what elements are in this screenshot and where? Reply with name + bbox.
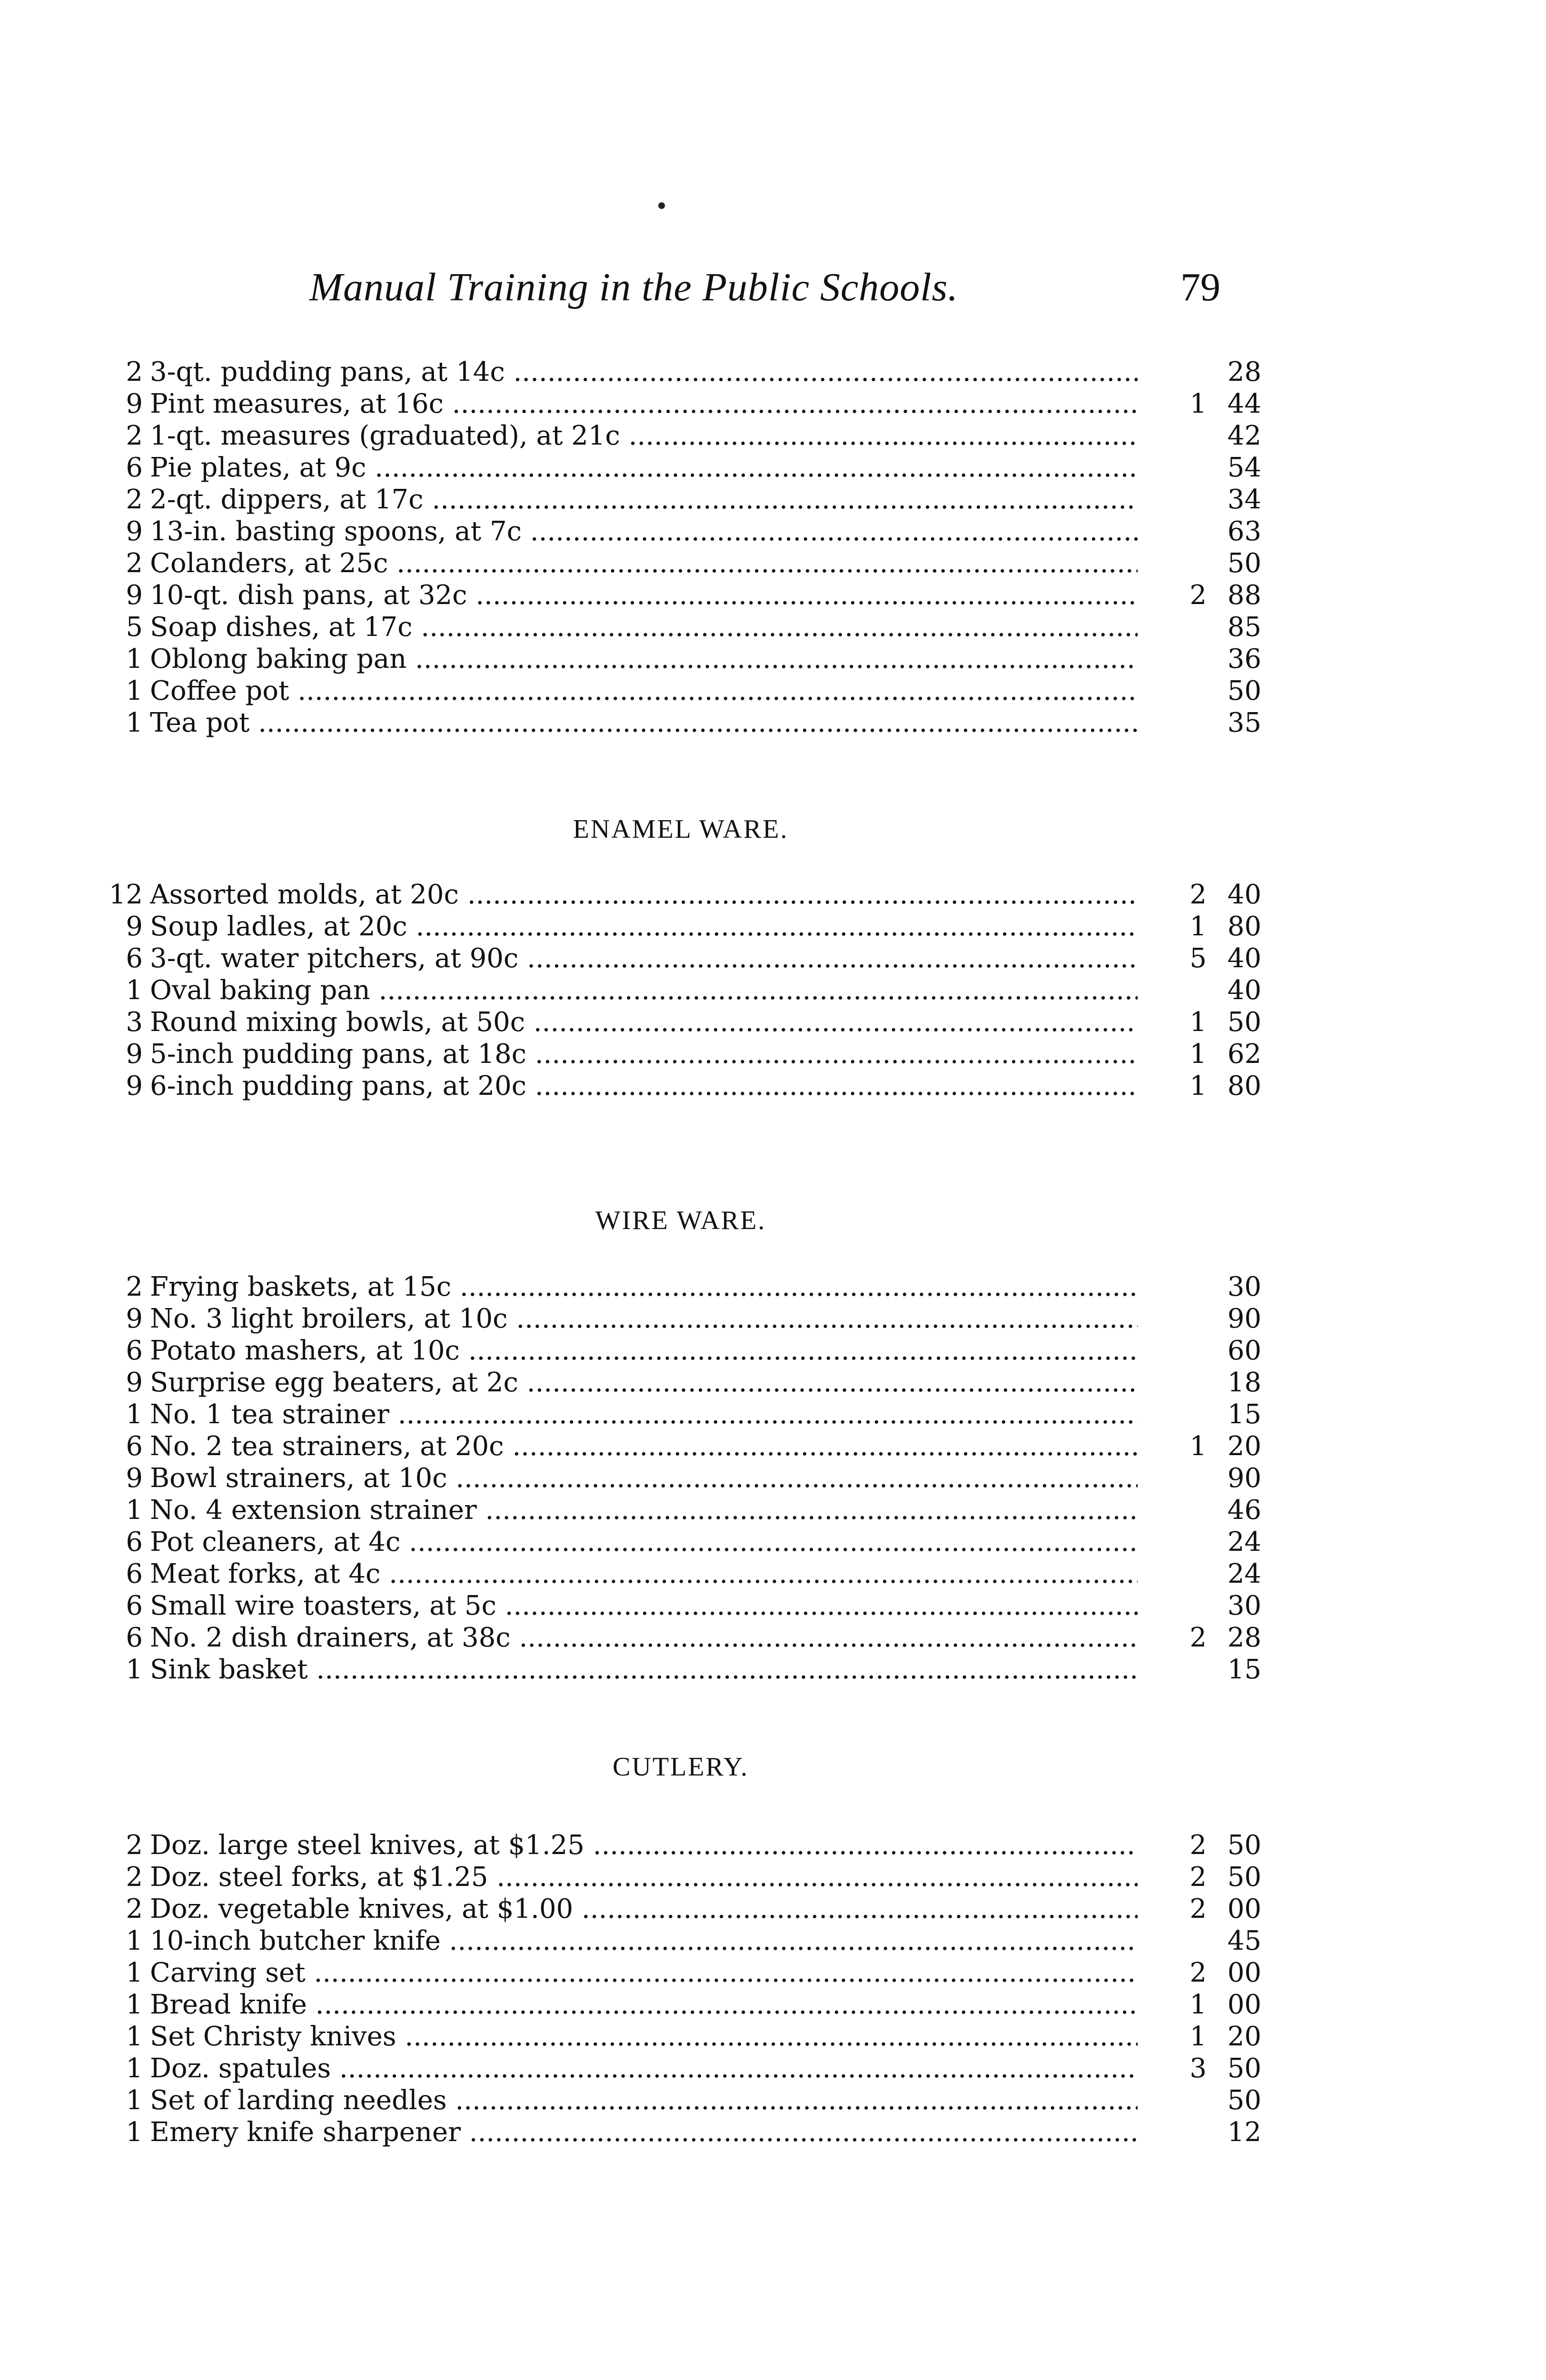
- item-dollars: 2: [1189, 1622, 1207, 1653]
- item-description: Bowl strainers, at 10c .....: [150, 1462, 1138, 1494]
- item-description: 5-inch pudding pans, at 18c .....: [150, 1038, 1138, 1070]
- list-item: [95, 1829, 1266, 1861]
- item-dollars: 3: [1189, 2053, 1207, 2084]
- item-description: Sink basket .....: [150, 1654, 1138, 1686]
- list-item: [95, 1925, 1266, 1957]
- item-description: Coffee pot .....: [150, 675, 1138, 707]
- item-cents: 60: [1227, 1335, 1261, 1366]
- item-quantity: 6: [126, 1558, 143, 1589]
- list-item: [95, 516, 1266, 547]
- item-quantity: 1: [126, 2021, 143, 2052]
- list-item: [95, 484, 1266, 516]
- item-cents: 45: [1227, 1925, 1261, 1956]
- list-item: [95, 2053, 1266, 2084]
- item-dollars: 2: [1189, 580, 1207, 611]
- list-item: [95, 707, 1266, 739]
- item-quantity: 1: [126, 1495, 143, 1526]
- list-item: [95, 2116, 1266, 2148]
- item-description: No. 2 tea strainers, at 20c .....: [150, 1430, 1138, 1462]
- item-cents: 30: [1227, 1590, 1261, 1621]
- item-quantity: 1: [126, 1957, 143, 1988]
- list-item: [95, 974, 1266, 1006]
- list-item: [95, 1303, 1266, 1335]
- item-cents: 50: [1227, 1862, 1261, 1893]
- item-quantity: 1: [126, 707, 143, 738]
- item-description: 2-qt. dippers, at 17c .....: [150, 484, 1138, 516]
- item-cents: 28: [1227, 357, 1261, 387]
- item-cents: 63: [1227, 516, 1261, 547]
- item-quantity: 1: [126, 1925, 143, 1956]
- item-description: Oblong baking pan .....: [150, 643, 1138, 675]
- item-description: Potato mashers, at 10c .....: [150, 1335, 1138, 1367]
- item-description: Surprise egg beaters, at 2c .....: [150, 1367, 1138, 1398]
- section-heading-cutlery: CUTLERY.: [613, 1752, 749, 1782]
- item-dollars: 1: [1189, 1071, 1207, 1101]
- item-description: Emery knife sharpener .....: [150, 2116, 1138, 2148]
- list-item: [95, 1398, 1266, 1430]
- item-cents: 40: [1227, 975, 1261, 1006]
- item-quantity: 6: [126, 943, 143, 974]
- item-quantity: 6: [126, 1335, 143, 1366]
- item-cents: 50: [1227, 1007, 1261, 1038]
- item-description: Pot cleaners, at 4c .....: [150, 1526, 1138, 1558]
- item-dollars: 1: [1189, 1431, 1207, 1462]
- enamel-ware-list: [95, 879, 1266, 1102]
- item-quantity: 9: [126, 388, 143, 419]
- item-description: Set Christy knives .....: [150, 2021, 1138, 2053]
- item-cents: 00: [1227, 1989, 1261, 2020]
- item-cents: 15: [1227, 1399, 1261, 1430]
- item-cents: 40: [1227, 879, 1261, 910]
- item-quantity: 9: [126, 1463, 143, 1494]
- item-cents: 20: [1227, 2021, 1261, 2052]
- item-description: 6-inch pudding pans, at 20c .....: [150, 1070, 1138, 1102]
- item-quantity: 6: [126, 1622, 143, 1653]
- list-item: [95, 1590, 1266, 1622]
- item-cents: 50: [1227, 1830, 1261, 1861]
- item-description: Frying baskets, at 15c .....: [150, 1271, 1138, 1303]
- item-cents: 12: [1227, 2117, 1261, 2148]
- item-quantity: 1: [126, 2085, 143, 2116]
- item-quantity: 1: [126, 675, 143, 706]
- item-description: No. 3 light broilers, at 10c .....: [150, 1303, 1138, 1335]
- item-description: Small wire toasters, at 5c .....: [150, 1590, 1138, 1622]
- item-cents: 50: [1227, 2085, 1261, 2116]
- cutlery-list: [95, 1829, 1266, 2148]
- page-header: [309, 264, 1261, 317]
- list-item: [95, 1367, 1266, 1398]
- item-description: 13-in. basting spoons, at 7c .....: [150, 516, 1138, 547]
- kitchenware-list: [95, 356, 1266, 739]
- list-item: [95, 1038, 1266, 1070]
- item-quantity: 9: [126, 911, 143, 942]
- item-dollars: 1: [1189, 1007, 1207, 1038]
- item-quantity: 1: [126, 1654, 143, 1685]
- list-item: [95, 2021, 1266, 2053]
- item-cents: 00: [1227, 1894, 1261, 1924]
- list-item: [95, 1526, 1266, 1558]
- list-item: [95, 1957, 1266, 1989]
- item-quantity: 1: [126, 1989, 143, 2020]
- item-quantity: 12: [109, 879, 143, 910]
- item-quantity: 9: [126, 516, 143, 547]
- item-cents: 40: [1227, 943, 1261, 974]
- list-item: [95, 356, 1266, 388]
- item-quantity: 9: [126, 1303, 143, 1334]
- item-quantity: 6: [126, 452, 143, 483]
- item-quantity: 1: [126, 2117, 143, 2148]
- item-description: 3-qt. pudding pans, at 14c .....: [150, 356, 1138, 388]
- item-cents: 18: [1227, 1367, 1261, 1398]
- item-quantity: 9: [126, 1367, 143, 1398]
- item-quantity: 9: [126, 580, 143, 611]
- item-description: Doz. steel forks, at $1.25 .....: [150, 1861, 1138, 1893]
- list-item: [95, 675, 1266, 707]
- list-item: [95, 879, 1266, 911]
- item-cents: 46: [1227, 1495, 1261, 1526]
- list-item: [95, 1654, 1266, 1686]
- list-item: [95, 1335, 1266, 1367]
- item-cents: 50: [1227, 675, 1261, 706]
- item-description: No. 2 dish drainers, at 38c .....: [150, 1622, 1138, 1654]
- list-item: [95, 942, 1266, 974]
- item-cents: 50: [1227, 548, 1261, 579]
- item-quantity: 2: [126, 1862, 143, 1893]
- item-quantity: 3: [126, 1007, 143, 1038]
- item-cents: 90: [1227, 1303, 1261, 1334]
- item-cents: 35: [1227, 707, 1261, 738]
- item-quantity: 2: [126, 357, 143, 387]
- item-quantity: 1: [126, 2053, 143, 2084]
- list-item: [95, 452, 1266, 484]
- list-item: [95, 643, 1266, 675]
- item-cents: 80: [1227, 1071, 1261, 1101]
- item-description: Oval baking pan .....: [150, 974, 1138, 1006]
- item-dollars: 1: [1189, 911, 1207, 942]
- list-item: [95, 1989, 1266, 2021]
- item-cents: 15: [1227, 1654, 1261, 1685]
- section-heading-enamel-ware: ENAMEL WARE.: [573, 814, 789, 844]
- item-cents: 24: [1227, 1558, 1261, 1589]
- list-item: [95, 547, 1266, 579]
- item-description: 10-inch butcher knife .....: [150, 1925, 1138, 1957]
- item-cents: 24: [1227, 1527, 1261, 1557]
- item-description: 3-qt. water pitchers, at 90c .....: [150, 942, 1138, 974]
- item-dollars: 1: [1189, 2021, 1207, 2052]
- item-dollars: 1: [1189, 1989, 1207, 2020]
- list-item: [95, 2084, 1266, 2116]
- item-quantity: 1: [126, 644, 143, 674]
- item-quantity: 1: [126, 975, 143, 1006]
- item-cents: 34: [1227, 484, 1261, 515]
- list-item: [95, 1006, 1266, 1038]
- item-dollars: 1: [1189, 1039, 1207, 1070]
- item-description: Assorted molds, at 20c .....: [150, 879, 1138, 911]
- item-description: Tea pot .....: [150, 707, 1138, 739]
- item-description: Colanders, at 25c .....: [150, 547, 1138, 579]
- item-description: Round mixing bowls, at 50c .....: [150, 1006, 1138, 1038]
- item-description: No. 4 extension strainer .....: [150, 1494, 1138, 1526]
- list-item: [95, 1622, 1266, 1654]
- item-dollars: 2: [1189, 1957, 1207, 1988]
- item-dollars: 2: [1189, 1830, 1207, 1861]
- item-quantity: 2: [126, 1830, 143, 1861]
- item-quantity: 1: [126, 1399, 143, 1430]
- list-item: [95, 1271, 1266, 1303]
- list-item: [95, 911, 1266, 942]
- item-cents: 30: [1227, 1271, 1261, 1302]
- list-item: [95, 420, 1266, 452]
- item-cents: 50: [1227, 2053, 1261, 2084]
- list-item: [95, 1430, 1266, 1462]
- item-description: 1-qt. measures (graduated), at 21c .....: [150, 420, 1138, 452]
- section-heading-wire-ware: WIRE WARE.: [595, 1206, 766, 1235]
- item-description: Doz. vegetable knives, at $1.00 .....: [150, 1893, 1138, 1925]
- item-cents: 20: [1227, 1431, 1261, 1462]
- item-cents: 00: [1227, 1957, 1261, 1988]
- list-item: [95, 579, 1266, 611]
- item-cents: 80: [1227, 911, 1261, 942]
- item-cents: 28: [1227, 1622, 1261, 1653]
- page-number: 79: [1180, 265, 1220, 309]
- list-item: [95, 1893, 1266, 1925]
- item-description: 10-qt. dish pans, at 32c .....: [150, 579, 1138, 611]
- item-cents: 90: [1227, 1463, 1261, 1494]
- item-cents: 62: [1227, 1039, 1261, 1070]
- list-item: [95, 1558, 1266, 1590]
- item-description: Doz. large steel knives, at $1.25 .....: [150, 1829, 1138, 1861]
- item-quantity: 6: [126, 1431, 143, 1462]
- item-quantity: 6: [126, 1527, 143, 1557]
- item-cents: 36: [1227, 644, 1261, 674]
- item-description: Pie plates, at 9c .....: [150, 452, 1138, 484]
- item-dollars: 2: [1189, 879, 1207, 910]
- item-description: No. 1 tea strainer .....: [150, 1398, 1138, 1430]
- running-title: Manual Training in the Public Schools.: [309, 265, 959, 309]
- item-description: Carving set .....: [150, 1957, 1138, 1989]
- item-description: Doz. spatules .....: [150, 2053, 1138, 2084]
- item-cents: 85: [1227, 612, 1261, 643]
- ink-speck: [658, 202, 665, 209]
- item-description: Soup ladles, at 20c .....: [150, 911, 1138, 942]
- item-cents: 44: [1227, 388, 1261, 419]
- item-dollars: 1: [1189, 388, 1207, 419]
- item-dollars: 2: [1189, 1894, 1207, 1924]
- item-description: Pint measures, at 16c .....: [150, 388, 1138, 420]
- item-quantity: 2: [126, 420, 143, 451]
- item-cents: 54: [1227, 452, 1261, 483]
- item-quantity: 2: [126, 484, 143, 515]
- item-quantity: 9: [126, 1039, 143, 1070]
- item-description: Set of larding needles .....: [150, 2084, 1138, 2116]
- list-item: [95, 1861, 1266, 1893]
- list-item: [95, 1494, 1266, 1526]
- item-quantity: 6: [126, 1590, 143, 1621]
- item-quantity: 2: [126, 1271, 143, 1302]
- item-quantity: 2: [126, 548, 143, 579]
- item-cents: 42: [1227, 420, 1261, 451]
- item-dollars: 5: [1189, 943, 1207, 974]
- item-cents: 88: [1227, 580, 1261, 611]
- item-quantity: 9: [126, 1071, 143, 1101]
- item-description: Meat forks, at 4c .....: [150, 1558, 1138, 1590]
- list-item: [95, 1070, 1266, 1102]
- list-item: [95, 388, 1266, 420]
- item-quantity: 2: [126, 1894, 143, 1924]
- item-dollars: 2: [1189, 1862, 1207, 1893]
- list-item: [95, 1462, 1266, 1494]
- item-quantity: 5: [126, 612, 143, 643]
- item-description: Soap dishes, at 17c .....: [150, 611, 1138, 643]
- wire-ware-list: [95, 1271, 1266, 1686]
- list-item: [95, 611, 1266, 643]
- item-description: Bread knife .....: [150, 1989, 1138, 2021]
